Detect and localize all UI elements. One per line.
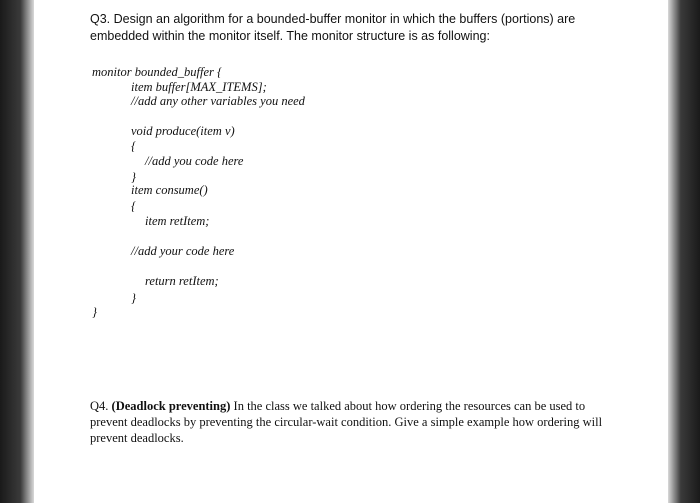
code-monitor-close-brace: } (92, 305, 97, 319)
page-shadow-right (668, 0, 700, 503)
code-produce-close-brace: } (131, 170, 136, 184)
code-consume-open-brace: { (131, 199, 136, 213)
question-4-text (90, 398, 610, 446)
page-shadow-left (0, 0, 34, 503)
code-consume-comment: //add your code here (131, 244, 235, 258)
code-buffer-declaration: item buffer[MAX_ITEMS]; (131, 80, 267, 94)
question-4-title: (Deadlock preventing) (111, 399, 231, 413)
question-4-body: In the class we talked about how ordering the resources can be used to prevent deadlocks by preventing the circular-wait condition. Give a simple example how ordering will prevent deadlocks. (90, 399, 603, 445)
code-consume-close-brace: } (131, 291, 136, 305)
code-monitor-header: monitor bounded_buffer { (92, 65, 222, 79)
code-comment-variables: //add any other variables you need (131, 94, 305, 108)
code-return-statement: return retItem; (145, 274, 219, 288)
code-produce-comment: //add you code here (145, 154, 244, 168)
code-retitem-declaration: item retItem; (145, 214, 210, 228)
code-produce-open-brace: { (131, 139, 136, 153)
code-produce-signature: void produce(item v) (131, 124, 235, 138)
question-4-prefix: Q4. (90, 399, 112, 413)
code-consume-signature: item consume() (131, 183, 208, 197)
question-3-text: Q3. Design an algorithm for a bounded-buffer monitor in which the buffers (portions) are embedded within the monitor itself. The monitor structure is as following: (90, 12, 576, 43)
